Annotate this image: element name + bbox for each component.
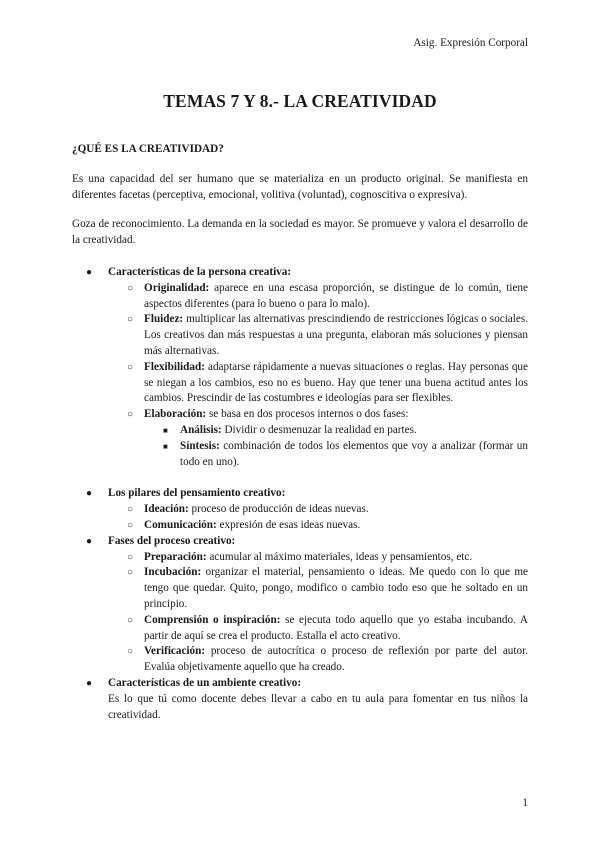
document-body <box>72 142 528 723</box>
item-text: multiplicar las alternativas prescindiendo de restricciones lógicas o sociales. Los creativos dan más respuestas a una pregunta, elaboran más soluciones y piensan más alternativas. <box>144 313 528 357</box>
item-text: acumular al máximo materiales, ideas y pensamientos, etc. <box>206 550 473 563</box>
section-body: Es lo que tú como docente debes llevar a cabo en tu aula para fomentar en tus niños la creatividad. <box>108 692 528 721</box>
item-text: se basa en dos procesos internos o dos fases: <box>206 408 409 421</box>
item-term: Ideación: <box>144 503 189 516</box>
sub-list <box>108 281 528 471</box>
item-term: Fluidez: <box>144 313 184 326</box>
item-term: Verificación: <box>144 645 206 658</box>
list-item-phases <box>72 534 528 676</box>
item-term: Elaboración: <box>144 408 207 421</box>
item-text: Dividir o desmenuzar la realidad en partes. <box>221 423 417 436</box>
circle-bullet-icon: ○ <box>127 282 134 294</box>
item-term: Preparación: <box>144 550 207 563</box>
item-text: organizar el material, pensamiento o ideas. Me quedo con lo que me tengo que quedar. Quito, pongo, modifico o cambio todo eso que he soltado en un principio. <box>144 566 528 610</box>
list-item-environment <box>72 676 528 723</box>
bullet-icon: ● <box>86 488 93 500</box>
circle-bullet-icon: ○ <box>127 361 134 373</box>
section-heading: Características de la persona creativa: <box>108 265 292 278</box>
main-list <box>72 265 528 723</box>
list-item <box>108 407 528 470</box>
square-bullet-icon: ■ <box>163 441 168 451</box>
document-header: Asig. Expresión Corporal <box>413 37 528 49</box>
section-heading: Características de un ambiente creativo: <box>108 676 302 689</box>
page-title: TEMAS 7 Y 8.- LA CREATIVIDAD <box>163 91 437 111</box>
section-heading: Los pilares del pensamiento creativo: <box>108 487 286 500</box>
item-term: Comprensión o inspiración: <box>144 613 281 626</box>
sub-sub-list <box>144 423 528 470</box>
paragraph-recognition: Goza de reconocimiento. La demanda en la sociedad es mayor. Se promueve y valora el desarrollo de la creatividad. <box>72 218 528 247</box>
list-item <box>108 502 528 518</box>
item-text: expresión de esas ideas nuevas. <box>216 518 361 531</box>
circle-bullet-icon: ○ <box>127 409 134 421</box>
list-item <box>108 360 528 407</box>
section-heading: Fases del proceso creativo: <box>108 534 236 547</box>
item-text: se ejecuta todo aquello que yo estaba incubando. A partir de aquí se crea el producto. Estalla el acto creativo. <box>144 613 528 642</box>
sub-list <box>108 502 528 534</box>
item-text: proceso de producción de ideas nuevas. <box>188 503 369 516</box>
circle-bullet-icon: ○ <box>127 519 134 531</box>
item-text: proceso de autocrítica o proceso de reflexión por parte del autor. Evalúa objetivamente aquello que ha creado. <box>144 645 528 674</box>
list-item <box>108 312 528 359</box>
question-heading: ¿QUÉ ES LA CREATIVIDAD? <box>72 143 224 155</box>
item-term: Análisis: <box>180 423 222 436</box>
sub-list <box>108 550 528 676</box>
circle-bullet-icon: ○ <box>127 646 134 658</box>
list-item <box>144 439 528 471</box>
circle-bullet-icon: ○ <box>127 504 134 516</box>
item-text: aparece en una escasa proporción, se distingue de lo común, tiene aspectos diferentes (para lo bueno o para lo malo). <box>144 281 528 310</box>
bullet-icon: ● <box>86 535 93 547</box>
item-term: Incubación: <box>144 566 202 579</box>
paragraph-definition: Es una capacidad del ser humano que se materializa en un producto original. Se manifiesta en diferentes facetas (perceptiva, emocional, volitiva (voluntad), cognoscitiva o expresiva). <box>72 172 528 201</box>
circle-bullet-icon: ○ <box>127 567 134 579</box>
list-item <box>108 281 528 313</box>
list-item <box>108 518 528 534</box>
circle-bullet-icon: ○ <box>127 614 134 626</box>
circle-bullet-icon: ○ <box>127 551 134 563</box>
list-item-creative-person <box>72 265 528 470</box>
item-term: Flexibilidad: <box>144 360 205 373</box>
list-item <box>108 550 528 566</box>
item-text: combinación de todos los elementos que voy a analizar (formar un todo en uno). <box>180 439 528 468</box>
circle-bullet-icon: ○ <box>127 314 134 326</box>
item-term: Comunicación: <box>144 518 217 531</box>
item-text: adaptarse rápidamente a nuevas situaciones o reglas. Hay personas que se niegan a los cambios, eso no es bueno. Hay que tener una buena actitud antes los cambios. Prescindir de las costumbres e ideologías para ser flexibles. <box>144 360 528 405</box>
bullet-icon: ● <box>86 266 93 278</box>
item-term: Síntesis: <box>180 439 220 452</box>
list-item <box>108 613 528 645</box>
list-item <box>108 565 528 612</box>
list-item <box>144 423 528 439</box>
list-item-pillars <box>72 486 528 533</box>
page-number: 1 <box>522 797 528 810</box>
list-item <box>108 644 528 676</box>
square-bullet-icon: ■ <box>163 425 168 435</box>
item-term: Originalidad: <box>144 281 210 294</box>
bullet-icon: ● <box>86 677 93 689</box>
